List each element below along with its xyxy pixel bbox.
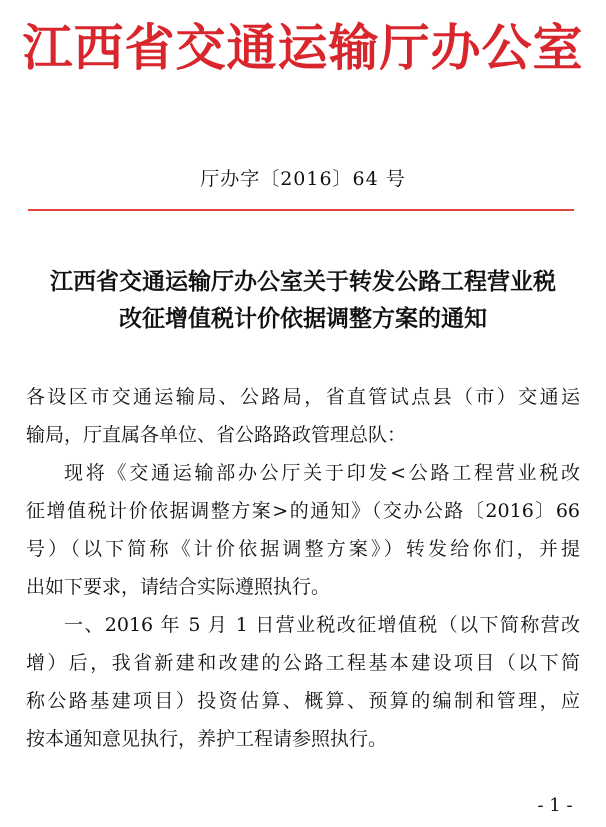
document-title xyxy=(0,264,606,338)
document-title-line-1: 江西省交通运输厅办公室关于转发公路工程营业税 xyxy=(50,269,556,295)
addressee-line-1: 各设区市交通运输局、公路局，省直管试点县（市）交通运 xyxy=(26,386,580,408)
paragraph-2-line-4: 按本通知意见执行，养护工程请参照执行。 xyxy=(26,728,388,750)
paragraph-1-line-1: 现将《交通运输部办公厅关于印发<公路工程营业税改 xyxy=(64,462,580,484)
paragraph-2-line-1: 一、2016 年 5 月 1 日营业税改征增值税（以下简称营改 xyxy=(64,614,580,636)
issuing-authority-header: 江西省交通运输厅办公室 xyxy=(22,18,584,77)
document-title-line-2: 改征增值税计价依据调整方案的通知 xyxy=(119,306,487,332)
paragraph-1-line-4: 出如下要求，请结合实际遵照执行。 xyxy=(26,576,331,598)
paragraph-2-line-3: 称公路基建项目）投资估算、概算、预算的编制和管理，应 xyxy=(26,690,580,712)
document-body xyxy=(26,378,580,758)
paragraph-1-line-2: 征增值税计价依据调整方案>的通知》（交办公路〔2016〕66 xyxy=(26,500,580,522)
paragraph-2-line-2: 增）后，我省新建和改建的公路工程基本建设项目（以下简 xyxy=(26,652,580,674)
paragraph-1-line-3: 号）（以下简称《计价依据调整方案》）转发给你们，并提 xyxy=(26,538,580,560)
document-number: 厅办字〔2016〕64 号 xyxy=(200,168,406,190)
page-number: - 1 - xyxy=(537,795,573,816)
addressee-line-2: 输局，厅直属各单位、省公路路政管理总队： xyxy=(26,424,407,446)
red-separator-line xyxy=(28,209,574,211)
